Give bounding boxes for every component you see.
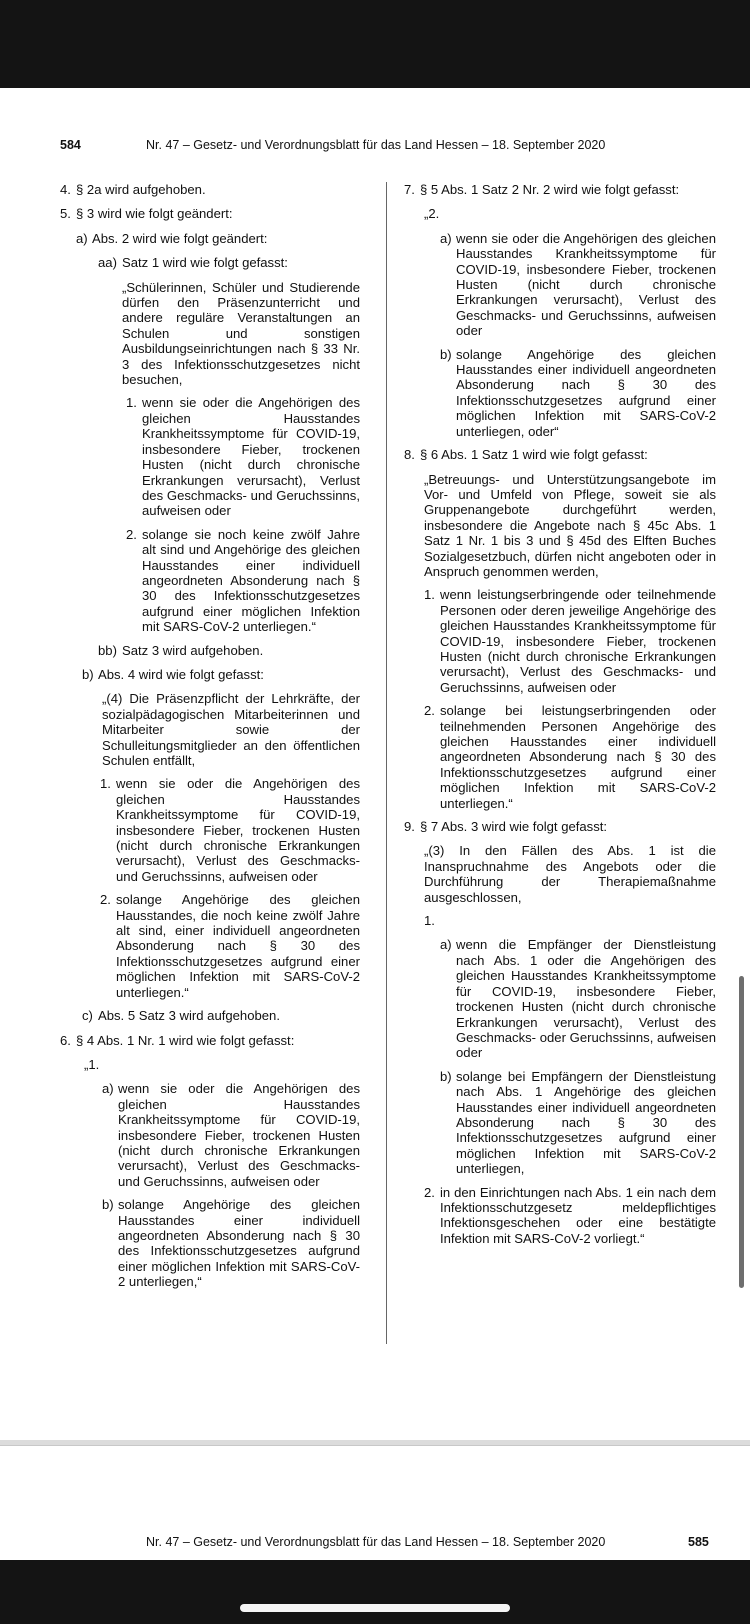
column-divider xyxy=(386,182,387,1344)
item-text: „Betreuungs- und Unterstützungsangebote im Vor- und Umfeld von Pflege, soweit sie als Gruppenangebote durchgeführt werden, insbesondere die Angebote nach § 45c Abs. 1 Satz 1 Nr. 1 bis 3 und § 45d des Elften Buches Sozialgesetzbuch, dürfen nicht angeboten oder in Anspruch genommen werden, xyxy=(424,471,716,579)
item-text: solange Angehörige des gleichen Hausstandes einer individuell angeordneten Absonderung nach § 30 des Infektionsschutzgesetzes aufgrund einer möglichen Infektion mit SARS-CoV-2 unterliegen, oder“ xyxy=(456,346,716,439)
paragraph xyxy=(440,231,716,339)
item-text: Abs. 5 Satz 3 wird aufgehoben. xyxy=(98,1008,280,1024)
item-label: aa) xyxy=(98,255,117,271)
paragraph xyxy=(102,1197,360,1289)
item-text: wenn sie oder die Angehörigen des gleichen Hausstandes Krankheitssymptome für COVID-19, insbesondere Fieber, trockenen Husten (nicht durch chronische Erkrankungen verursacht), Verlust des Geschmacks- und Geruchssinns, aufweisen oder xyxy=(118,1081,360,1189)
top-black-bar xyxy=(0,0,750,88)
item-label: 7. xyxy=(404,182,415,197)
item-text: „1. xyxy=(84,1056,100,1072)
paragraph xyxy=(424,1185,716,1247)
item-label: b) xyxy=(440,1068,452,1084)
item-label: a) xyxy=(440,937,452,953)
section-heading xyxy=(60,206,360,221)
header-title: Nr. 47 – Gesetz- und Verordnungsblatt für das Land Hessen – 18. September 2020 xyxy=(146,138,606,152)
item-text: Satz 3 wird aufgehoben. xyxy=(122,642,264,658)
item-text: solange Angehörige des gleichen Hausstandes einer individuell angeordneten Absonderung nach § 30 des Infektionsschutzgesetzes aufgrund einer möglichen Infektion mit SARS-CoV-2 unterliegen,“ xyxy=(118,1197,360,1290)
section-heading xyxy=(98,255,360,270)
item-text: „(3) In den Fällen des Abs. 1 ist die Inanspruchnahme des Angebots oder die Durchführung der Therapiemaßnahme ausgeschlossen, xyxy=(424,843,716,905)
item-text: solange bei leistungserbringenden oder teilnehmenden Personen Angehörige des gleichen Hausstandes einer individuell angeordneten Absonderung nach § 30 des Infektionsschutzgesetzes aufgrund einer möglichen Infektion mit SARS-CoV-2 unterliegen.“ xyxy=(440,703,716,811)
item-text: § 5 Abs. 1 Satz 2 Nr. 2 wird wie folgt gefasst: xyxy=(420,182,680,197)
page-number-right: 585 xyxy=(688,1535,709,1549)
footer-title: Nr. 47 – Gesetz- und Verordnungsblatt für das Land Hessen – 18. September 2020 xyxy=(146,1535,606,1549)
paragraph xyxy=(424,472,716,580)
item-text: wenn sie oder die Angehörigen des gleichen Hausstandes Krankheitssymptome für COVID-19, insbesondere Fieber, trockenen Husten (nicht durch chronische Erkrankungen verursacht), Verlust des Geschmacks- und Geruchssinns, aufweisen oder xyxy=(116,776,360,884)
page-separator xyxy=(0,1440,750,1446)
section-heading xyxy=(82,667,360,682)
item-label: 2. xyxy=(424,703,435,719)
item-text: 1. xyxy=(424,913,435,929)
section-heading xyxy=(424,206,716,221)
item-label: bb) xyxy=(98,642,117,658)
section-heading xyxy=(82,1008,360,1023)
section-heading xyxy=(404,447,716,462)
section-heading xyxy=(424,913,716,928)
paragraph xyxy=(440,937,716,1060)
paragraph xyxy=(100,892,360,1000)
item-label: c) xyxy=(82,1008,93,1024)
item-label: b) xyxy=(82,666,94,682)
item-text: Abs. 4 wird wie folgt gefasst: xyxy=(98,666,264,682)
item-label: b) xyxy=(102,1197,114,1213)
bottom-black-bar xyxy=(0,1560,750,1624)
home-indicator[interactable] xyxy=(240,1604,510,1612)
section-heading xyxy=(84,1057,360,1072)
paragraph xyxy=(424,587,716,695)
item-label: 2. xyxy=(100,892,111,908)
item-text: Satz 1 wird wie folgt gefasst: xyxy=(122,255,288,271)
paragraph xyxy=(102,1081,360,1189)
item-text: § 7 Abs. 3 wird wie folgt gefasst: xyxy=(420,819,608,835)
item-text: „2. xyxy=(424,206,440,222)
item-label: b) xyxy=(440,346,452,362)
item-text: in den Einrichtungen nach Abs. 1 ein nach dem Infektionsschutzgesetz meldepflichtiges Infektionsgeschehen oder eine bestätigte Infektion mit SARS-CoV-2 vorliegt.“ xyxy=(440,1184,716,1246)
item-text: wenn sie oder die Angehörigen des gleichen Hausstandes Krankheitssymptome für COVID-19, insbesondere Fieber, trockenen Husten (nicht durch chronische Erkrankungen verursacht), Verlust des Geschmacks- und Geruchssinns, aufweisen oder xyxy=(456,230,716,339)
item-text: § 6 Abs. 1 Satz 1 wird wie folgt gefasst: xyxy=(420,447,648,463)
item-label: 1. xyxy=(424,587,435,603)
right-column xyxy=(404,182,716,1254)
item-text: solange Angehörige des gleichen Hausstandes, die noch keine zwölf Jahre alt sind, einer individuell angeordneten Absonderung nach § 30 des Infektionsschutzgesetzes aufgrund einer möglichen Infektion mit SARS-CoV-2 unterliegen.“ xyxy=(116,892,360,1000)
section-heading xyxy=(404,182,716,197)
item-text: § 4 Abs. 1 Nr. 1 wird wie folgt gefasst: xyxy=(76,1032,295,1048)
paragraph xyxy=(440,347,716,439)
item-text: solange bei Empfängern der Dienstleistung nach Abs. 1 Angehörige des gleichen Hausstandes einer individuell angeordneten Absonderung nach § 30 des Infektionsschutzgesetzes aufgrund einer möglichen Infektion mit SARS-CoV-2 unterliegen, xyxy=(456,1068,716,1177)
item-label: 5. xyxy=(60,206,71,222)
page-number-left: 584 xyxy=(60,138,81,152)
section-heading xyxy=(76,231,360,246)
paragraph xyxy=(424,843,716,905)
item-text: wenn leistungserbringende oder teilnehmende Personen oder deren jeweilige Angehörige des gleichen Hausstandes Krankheitssymptome für COVID-19, insbesondere Fieber, trockenen Husten (nicht durch chronische Erkrankungen verursacht), Verlust des Geschmacks- und Geruchssinns, aufweisen oder xyxy=(440,587,716,695)
item-text: „(4) Die Präsenzpflicht der Lehrkräfte, der sozialpädagogischen Mitarbeiterinnen und Mitarbeiter sowie der Schulleitungsmitglieder an den öffentlichen Schulen entfällt, xyxy=(102,691,360,768)
paragraph xyxy=(424,703,716,811)
item-label: a) xyxy=(440,230,452,246)
item-label: 8. xyxy=(404,447,415,463)
item-label: a) xyxy=(102,1081,114,1097)
paragraph xyxy=(122,280,360,388)
item-label: a) xyxy=(76,230,88,246)
item-label: 1. xyxy=(126,395,137,411)
paragraph xyxy=(126,395,360,518)
item-text: § 3 wird wie folgt geändert: xyxy=(76,206,233,222)
section-heading xyxy=(98,643,360,658)
item-label: 4. xyxy=(60,182,71,197)
section-heading xyxy=(60,1033,360,1048)
paragraph xyxy=(440,1069,716,1177)
scrollbar[interactable] xyxy=(739,976,744,1288)
item-text: Abs. 2 wird wie folgt geändert: xyxy=(92,230,268,246)
item-text: § 2a wird aufgehoben. xyxy=(76,182,206,197)
item-text: wenn sie oder die Angehörigen des gleichen Hausstandes Krankheitssymptome für COVID-19, insbesondere Fieber, trockenen Husten (nicht durch chronische Erkrankungen verursacht), Verlust des Geschmacks- und Geruchssinns, aufweisen oder xyxy=(142,395,360,519)
item-label: 2. xyxy=(126,526,137,542)
item-label: 2. xyxy=(424,1184,435,1200)
paragraph xyxy=(126,527,360,635)
item-label: 1. xyxy=(100,776,111,792)
section-heading xyxy=(404,819,716,834)
item-text: solange sie noch keine zwölf Jahre alt sind und Angehörige des gleichen Hausstandes einer individuell angeordneten Absonderung nach § 30 des Infektionsschutzgesetzes aufgrund einer möglichen Infektion mit SARS-CoV-2 unterliegen.“ xyxy=(142,526,360,635)
item-label: 9. xyxy=(404,819,415,835)
item-text: „Schülerinnen, Schüler und Studierende dürfen den Präsenzunterricht und andere reguläre Veranstaltungen an Schulen und sonstigen Ausbildungseinrichtungen nach § 33 Nr. 3 des Infektionsschutzgesetzes nicht besuchen, xyxy=(122,279,360,388)
paragraph xyxy=(102,691,360,768)
section-heading xyxy=(60,182,360,197)
paragraph xyxy=(100,776,360,884)
left-column xyxy=(60,182,360,1298)
item-label: 6. xyxy=(60,1032,71,1048)
item-text: wenn die Empfänger der Dienstleistung nach Abs. 1 oder die Angehörigen des gleichen Hausstandes Krankheitssymptome für COVID-19, insbesondere Fieber, trockenen Husten (nicht durch chronische Erkrankungen verursacht), Verlust des Geschmacks- oder Geruchssinns, aufweisen oder xyxy=(456,937,716,1061)
